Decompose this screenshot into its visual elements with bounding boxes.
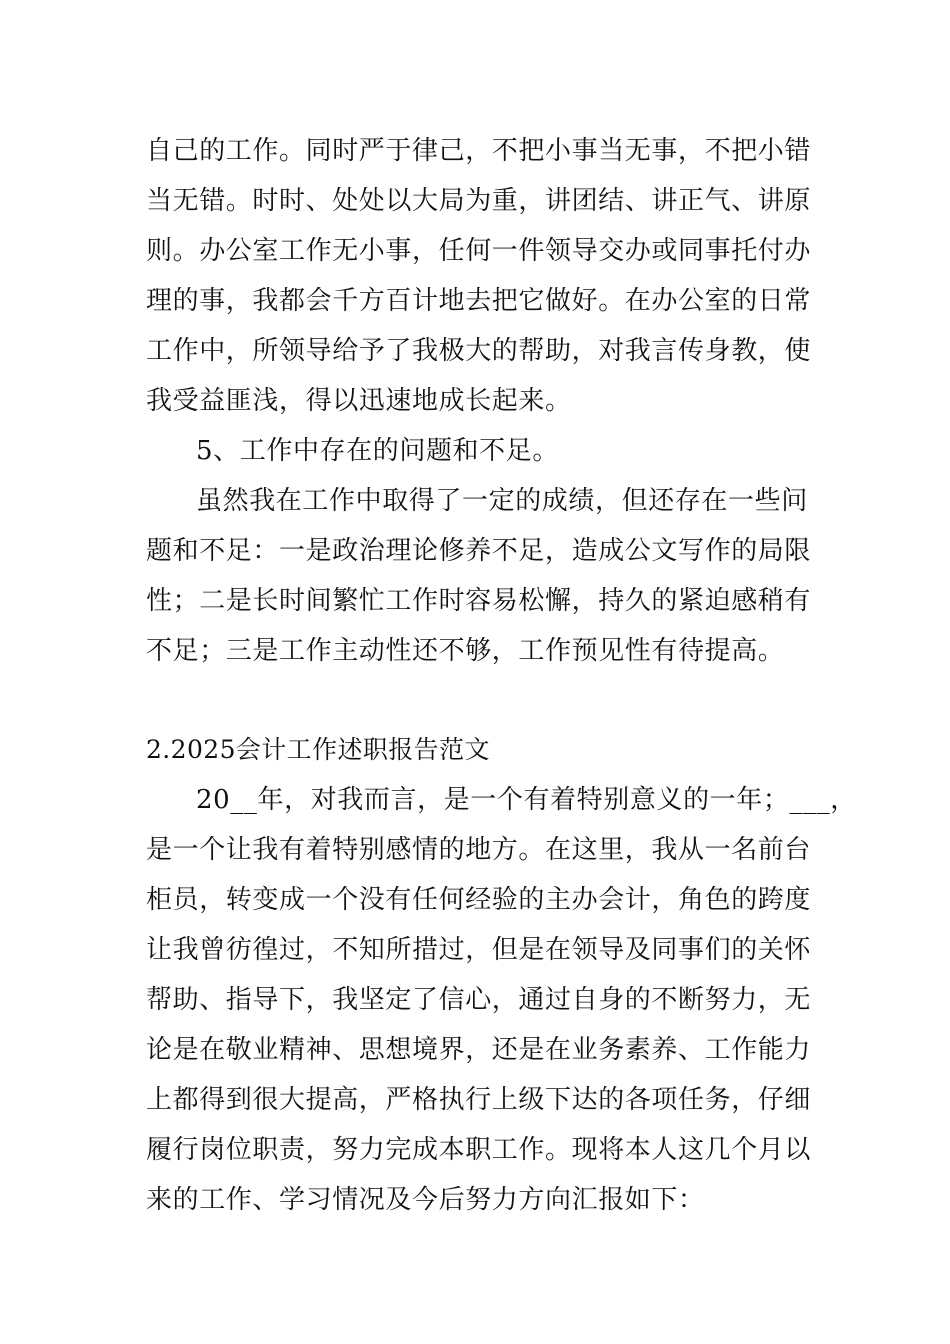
paragraph-line: 虽然我在工作中取得了一定的成绩，但还存在一些问 (196, 486, 808, 516)
paragraph-line: 履行岗位职责，努力完成本职工作。现将本人这几个月以 (146, 1135, 812, 1165)
paragraph-line: 工作中，所领导给予了我极大的帮助，对我言传身教，使 (146, 336, 812, 366)
paragraph-line: 来的工作、学习情况及今后努力方向汇报如下： (146, 1185, 705, 1215)
paragraph-line: 论是在敬业精神、思想境界，还是在业务素养、工作能力 (146, 1035, 812, 1065)
paragraph-line: 则。办公室工作无小事，任何一件领导交办或同事托付办 (146, 236, 812, 266)
paragraph-line: 自己的工作。同时严于律己，不把小事当无事，不把小错 (146, 136, 812, 166)
paragraph-line: 柜员，转变成一个没有任何经验的主办会计，角色的跨度 (146, 885, 812, 915)
paragraph-line: 上都得到很大提高，严格执行上级下达的各项任务，仔细 (146, 1085, 812, 1115)
paragraph-line: 帮助、指导下，我坚定了信心，通过自身的不断努力，无 (146, 985, 812, 1015)
paragraph-line: 让我曾彷徨过，不知所措过，但是在领导及同事们的关怀 (146, 935, 812, 965)
paragraph-line: 20__年，对我而言，是一个有着特别意义的一年；___， (196, 785, 857, 815)
item-heading: 5、工作中存在的问题和不足。 (196, 436, 559, 466)
paragraph-line: 性；二是长时间繁忙工作时容易松懈，持久的紧迫感稍有 (146, 586, 812, 616)
paragraph-line: 是一个让我有着特别感情的地方。在这里，我从一名前台 (146, 835, 812, 865)
paragraph-line: 理的事，我都会千方百计地去把它做好。在办公室的日常 (146, 286, 812, 316)
paragraph-line: 我受益匪浅，得以迅速地成长起来。 (146, 386, 572, 416)
section-title: 2.2025会计工作述职报告范文 (146, 735, 490, 764)
paragraph-line: 不足；三是工作主动性还不够，工作预见性有待提高。 (146, 636, 785, 666)
paragraph-line: 当无错。时时、处处以大局为重，讲团结、讲正气、讲原 (146, 186, 812, 216)
paragraph-line: 题和不足：一是政治理论修养不足，造成公文写作的局限 (146, 536, 812, 566)
